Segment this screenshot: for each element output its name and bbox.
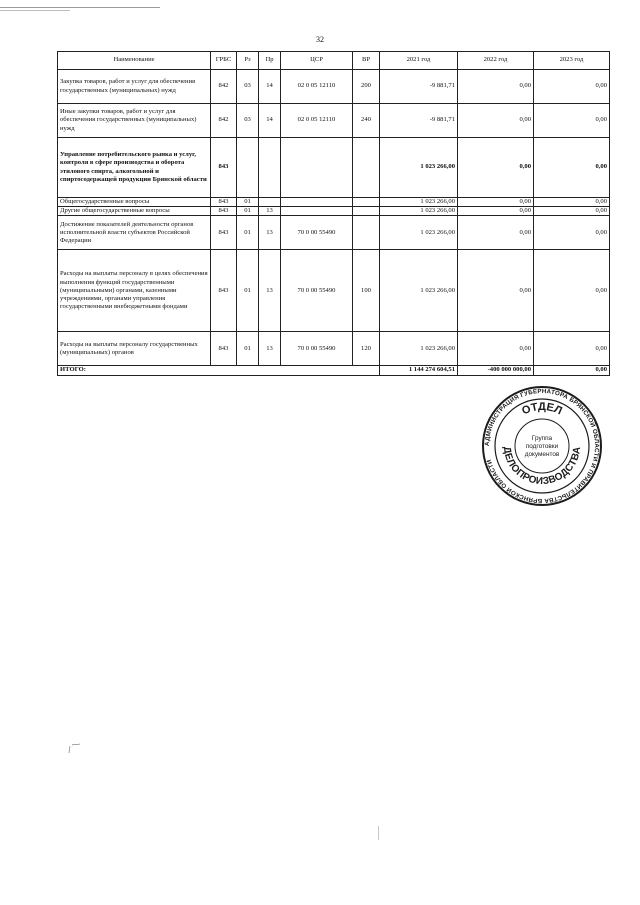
row-2022: 0,00	[458, 207, 534, 216]
row-grbs: 842	[211, 70, 237, 104]
row-name: Достижение показателей деятельности органов исполнительной власти субъектов Российской Федерации	[58, 216, 211, 250]
table-row	[58, 332, 610, 366]
table-row	[58, 138, 610, 198]
row-2021: 1 023 266,00	[380, 250, 458, 332]
row-grbs: 843	[211, 332, 237, 366]
row-2021: 1 023 266,00	[380, 332, 458, 366]
row-rz	[237, 138, 259, 198]
col-header-2021: 2021 год	[380, 52, 458, 70]
row-pr: 13	[259, 207, 281, 216]
row-2022: 0,00	[458, 138, 534, 198]
row-vr: 100	[353, 250, 380, 332]
row-name: Расходы на выплаты персоналу государственных (муниципальных) органов	[58, 332, 211, 366]
row-pr: 14	[259, 70, 281, 104]
top-scan-line-short	[0, 10, 70, 11]
page-number: 32	[316, 35, 324, 44]
svg-text:ОТДЕЛ	[520, 401, 564, 417]
row-csr	[281, 138, 353, 198]
table-row	[58, 198, 610, 207]
row-2023: 0,00	[534, 138, 610, 198]
row-2021: 1 023 266,00	[380, 198, 458, 207]
col-header-vr: ВР	[353, 52, 380, 70]
row-vr: 240	[353, 104, 380, 138]
pen-mark	[66, 743, 82, 755]
row-2022: 0,00	[458, 198, 534, 207]
row-vr: 200	[353, 70, 380, 104]
row-2022: 0,00	[458, 104, 534, 138]
stamp-center-line-3: документов	[524, 451, 560, 458]
row-rz: 01	[237, 198, 259, 207]
row-grbs: 842	[211, 104, 237, 138]
table-header-row	[58, 52, 610, 70]
budget-table	[57, 51, 610, 376]
row-csr: 70 0 00 55490	[281, 250, 353, 332]
total-label: ИТОГО:	[58, 366, 380, 375]
row-grbs: 843	[211, 198, 237, 207]
row-rz: 01	[237, 207, 259, 216]
table-row	[58, 104, 610, 138]
row-2023: 0,00	[534, 207, 610, 216]
row-2023: 0,00	[534, 198, 610, 207]
row-csr: 02 0 05 12110	[281, 70, 353, 104]
row-2021: -9 881,71	[380, 70, 458, 104]
row-pr	[259, 198, 281, 207]
row-vr	[353, 216, 380, 250]
row-name: Другие общегосударственные вопросы	[58, 207, 211, 216]
col-header-name: Наименование	[58, 52, 211, 70]
row-name: Расходы на выплаты персоналу в целях обеспечения выполнения функций государственными (муниципальными) органами, казенными учреждениями, органами управления государственными внебюджетными фондами	[58, 250, 211, 332]
row-name: Иные закупки товаров, работ и услуг для обеспечения государственных (муниципальных) нужд	[58, 104, 211, 138]
row-2023: 0,00	[534, 332, 610, 366]
row-2022: 0,00	[458, 332, 534, 366]
row-csr: 02 0 05 12110	[281, 104, 353, 138]
row-pr: 13	[259, 250, 281, 332]
row-2023: 0,00	[534, 70, 610, 104]
col-header-pr: Пр	[259, 52, 281, 70]
table-row	[58, 250, 610, 332]
table-row	[58, 216, 610, 250]
row-grbs: 843	[211, 138, 237, 198]
row-rz: 01	[237, 332, 259, 366]
row-2022: 0,00	[458, 70, 534, 104]
office-stamp	[481, 385, 603, 507]
row-pr	[259, 138, 281, 198]
row-rz: 01	[237, 250, 259, 332]
stamp-center-line-2: подготовки	[525, 443, 559, 450]
stamp-inner-top: ОТДЕЛ	[520, 400, 564, 418]
col-header-rz: Рз	[237, 52, 259, 70]
row-name: Общегосударственные вопросы	[58, 198, 211, 207]
row-2023: 0,00	[534, 104, 610, 138]
col-header-2022: 2022 год	[458, 52, 534, 70]
row-vr	[353, 207, 380, 216]
row-vr: 120	[353, 332, 380, 366]
row-csr: 70 0 00 55490	[281, 216, 353, 250]
row-csr	[281, 207, 353, 216]
row-grbs: 843	[211, 250, 237, 332]
row-name: Закупка товаров, работ и услуг для обеспечения государственных (муниципальных) нужд	[58, 70, 211, 104]
row-2022: 0,00	[458, 216, 534, 250]
col-header-grbs: ГРБС	[211, 52, 237, 70]
row-2023: 0,00	[534, 250, 610, 332]
row-csr: 70 0 00 55490	[281, 332, 353, 366]
total-2022: -400 000 000,00	[458, 366, 534, 375]
row-2023: 0,00	[534, 216, 610, 250]
row-pr: 14	[259, 104, 281, 138]
row-grbs: 843	[211, 216, 237, 250]
stamp-center-line-1: Группа	[531, 435, 553, 442]
col-header-2023: 2023 год	[534, 52, 610, 70]
row-name: Управление потребительского рынка и услуг, контроля в сфере производства и оборота этилового спирта, алкогольной и спиртосодержащей продукции Брянской области	[58, 138, 211, 198]
row-2021: 1 023 266,00	[380, 207, 458, 216]
table-row	[58, 207, 610, 216]
scan-artifact-line	[378, 826, 379, 840]
row-grbs: 843	[211, 207, 237, 216]
row-2021: 1 023 266,00	[380, 216, 458, 250]
total-2021: 1 144 274 604,51	[380, 366, 458, 375]
row-2022: 0,00	[458, 250, 534, 332]
total-2023: 0,00	[534, 366, 610, 375]
col-header-csr: ЦСР	[281, 52, 353, 70]
row-2021: 1 023 266,00	[380, 138, 458, 198]
total-row	[58, 366, 610, 375]
stamp-inner-bottom: ДЕЛОПРОИЗВОДСТВА	[500, 445, 584, 488]
row-pr: 13	[259, 216, 281, 250]
row-pr: 13	[259, 332, 281, 366]
row-rz: 03	[237, 70, 259, 104]
row-2021: -9 881,71	[380, 104, 458, 138]
row-rz: 03	[237, 104, 259, 138]
row-vr	[353, 138, 380, 198]
row-vr	[353, 198, 380, 207]
row-rz: 01	[237, 216, 259, 250]
top-scan-line	[0, 7, 160, 8]
table-row	[58, 70, 610, 104]
stamp-ring-text: АДМИНИСТРАЦИЯ ГУБЕРНАТОРА БРЯНСКОЙ ОБЛАСТИ И ПРАВИТЕЛЬСТВА БРЯНСКОЙ ОБЛАСТИ	[483, 387, 601, 505]
row-csr	[281, 198, 353, 207]
